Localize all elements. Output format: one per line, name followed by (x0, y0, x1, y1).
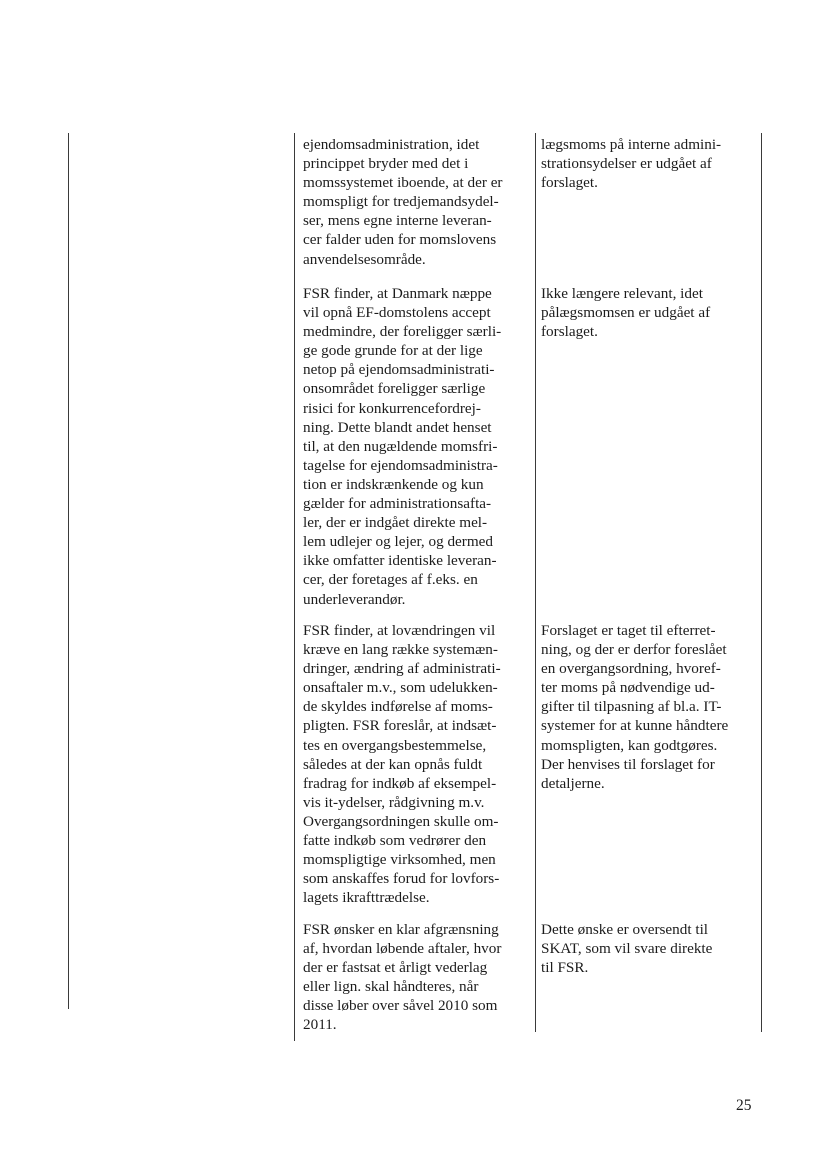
comment-text: FSR finder, at lovændringen vil kræve en lang række systemæn- dringer, ændring af administrati- onsaftaler m.v., som udelukken- de skyldes indførelse af moms- pligten. FSR foreslår, at indsæt- tes en overgangsbestemmelse, således at der kan opnås fuldt fradrag for indkøb af eksempel- vis it-ydelser, rådgivning m.v. Overgangsordningen skulle om- fatte indkøb som vedrører den momspligtige virksomhed, men som anskaffes forud for lovfors- lagets ikrafttrædelse. (303, 622, 501, 907)
row-2-response (541, 284, 756, 341)
row-3-comment (303, 621, 531, 907)
row-3-response (541, 621, 756, 793)
comment-text: ejendomsadministration, idet princippet bryder med det i momssystemet iboende, at der er momspligt for tredjemandsydel- ser, mens egne interne leveran- cer falder uden for momslovens anvendelsesområde. (303, 136, 503, 268)
row-2-comment (303, 284, 531, 609)
page-number: 25 (736, 1097, 752, 1114)
comment-text: FSR ønsker en klar afgrænsning af, hvordan løbende aftaler, hvor der er fastsat et årligt vederlag eller lign. skal håndteres, når disse løber over såvel 2010 som 2011. (303, 921, 502, 1034)
response-text: lægsmoms på interne admini- strationsydelser er udgået af forslaget. (541, 136, 722, 192)
row-4-comment (303, 920, 531, 1035)
comment-text: FSR finder, at Danmark næppe vil opnå EF-domstolens accept medmindre, der foreligger særli- ge gode grunde for at der lige netop på ejendomsadministrati- onsområdet foreligger særlige risici for konkurrencefordrej- ning. Dette blandt andet henset til, at den nugældende momsfri- tagelse for ejendomsadministra- tion er indskrænkende og kun gælder for administrationsafta- ler, der er indgået direkte mel- lem udlejer og lejer, og dermed ikke omfatter identiske leveran- cer, der foretages af f.eks. en underleverandør. (303, 285, 502, 608)
table-border-left (68, 133, 69, 1009)
row-1-response (541, 135, 756, 192)
row-1-comment (303, 135, 531, 269)
row-4-response (541, 920, 756, 977)
table-border-mid-right (535, 133, 536, 1032)
table-border-right (761, 133, 762, 1032)
response-text: Forslaget er taget til efterret- ning, og der er derfor foreslået en overgangsordning, hvoref- ter moms på nødvendige ud- gifter til tilpasning af bl.a. IT- systemer for at kunne håndtere momspligten, kan godtgøres. Der henvises til forslaget for detaljerne. (541, 622, 729, 792)
response-text: Dette ønske er oversendt til SKAT, som vil svare direkte til FSR. (541, 921, 713, 977)
table-border-mid-left (294, 133, 295, 1041)
response-text: Ikke længere relevant, idet pålægsmomsen er udgået af forslaget. (541, 285, 711, 341)
